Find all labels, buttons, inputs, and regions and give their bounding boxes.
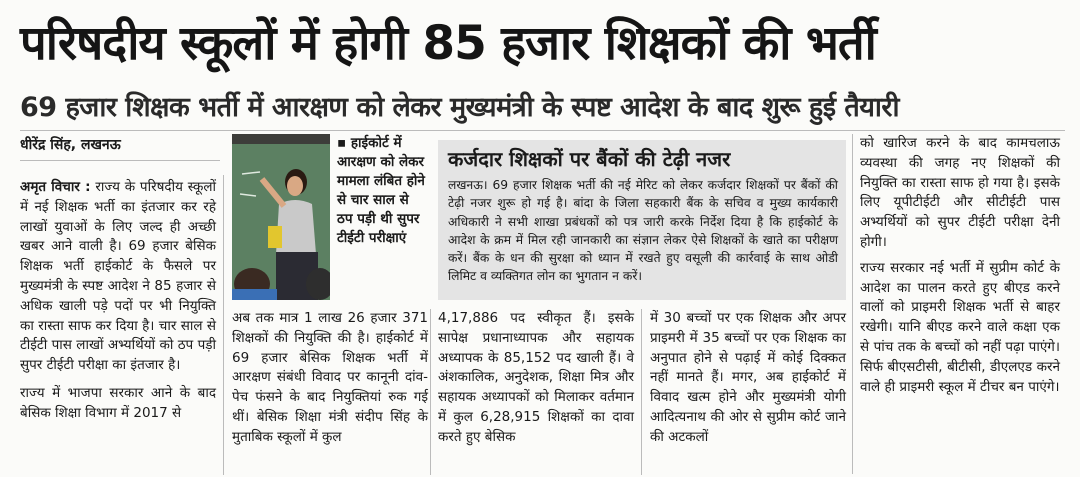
article-column-4: में 30 बच्चों पर एक शिक्षक और अपर प्राइमरी में 35 बच्चों पर एक शिक्षक का अनुपात होने से पढ़ाई में कोई दिक्कत नहीं मानते हैं। मगर, अब हाईकोर्ट में विवाद खत्म होने और मुख्यमंत्री योगी आदित्यनाथ की ओर से सुप्रीम कोर्ट जाने की अटकलों <box>650 310 846 445</box>
teacher-photo <box>232 134 330 300</box>
paragraph-col5-2: राज्य सरकार नई भर्ती में सुप्रीम कोर्ट के आदेश का पालन करते हुए बीएड करने वालों को प्राइमरी शिक्षक भर्ती से बाहर रखेगी। यानि बीएड करने वाले कक्षा एक से पांच तक के बच्चों को नहीं पढ़ा पाएंगे। सिर्फ बीएसटीसी, बीटीसी, डीएलएड करने वाले ही प्राइमरी स्कूल में टीचर बन पाएंगे। <box>860 259 1060 395</box>
subheadline: 69 हजार शिक्षक भर्ती में आरक्षण को लेकर मुख्यमंत्री के स्पष्ट आदेश के बाद शुरू हुई तैयारी <box>20 92 899 123</box>
paragraph-2: राज्य में भाजपा सरकार आने के बाद बेसिक शिक्षा विभाग में 2017 से <box>20 384 216 421</box>
paragraph-col5-1: को खारिज करने के बाद कामचलाऊ व्यवस्था की जगह नए शिक्षकों की नियुक्ति का रास्ता साफ हो गया है। इसके लिए यूपीटीईटी और सीटीईटी पास अभ्यर्थियों को सुपर टीईटी परीक्षा देनी होगी। <box>860 135 1060 250</box>
lead-label: अमृत विचार : <box>20 179 91 195</box>
article-column-1 <box>20 178 216 432</box>
byline: धीरेंद्र सिंह, लखनऊ <box>20 137 121 153</box>
sidebar-box-title: कर्जदार शिक्षकों पर बैंकों की टेढ़ी नजर <box>448 147 731 171</box>
column-divider <box>852 134 853 474</box>
column-divider <box>430 309 431 475</box>
byline-divider <box>20 160 220 161</box>
article-column-2: अब तक मात्र 1 लाख 26 हजार 371 शिक्षकों की नियुक्ति की है। हाईकोर्ट में 69 हजार बेसिक शिक्षक भर्ती में आरक्षण संबंधी विवाद पर कानूनी दांव-पेच फंसने के बाद नियुक्तियां रुक गई थीं। बेसिक शिक्षा मंत्री संदीप सिंह के मुताबिक स्कूलों में कुल <box>232 310 428 445</box>
headline: परिषदीय स्कूलों में होगी 85 हजार शिक्षकों की भर्ती <box>20 16 876 71</box>
column-divider <box>641 309 642 475</box>
sidebar-box-body: लखनऊ। 69 हजार शिक्षक भर्ती की नई मेरिट को लेकर कर्जदार शिक्षकों पर बैंकों की टेढ़ी नजर शुरू हो गई है। बांदा के जिला सहकारी बैंक के सचिव व मुख्य कार्यकारी अधिकारी ने सभी शाखा प्रबंधकों को पत्र जारी करके निर्देश दिया है कि हाईकोर्ट के आदेश के क्रम में मिल रही जानकारी का संज्ञान लेकर ऐसे शिक्षकों के खाते का परीक्षण करें। बैंक के धन की सुरक्षा को ध्यान में रखते हुए वसूली की कार्रवाई के साथ ओडी लिमिट व व्यक्तिगत लोन का भुगतान न करें। <box>448 178 838 284</box>
column-divider <box>223 175 224 475</box>
article-column-5 <box>860 134 1060 403</box>
pull-quote <box>337 134 427 248</box>
pull-quote-text: हाईकोर्ट में आरक्षण को लेकर मामला लंबित होने से चार साल से ठप पड़ी थी सुपर टीईटी परीक्षाएं <box>337 135 425 246</box>
bullet-icon: ▪ <box>337 135 347 151</box>
paragraph-1: राज्य के परिषदीय स्कूलों में नई शिक्षक भर्ती का इंतजार कर रहे लाखों युवाओं के लिए जल्द ही अच्छी खबर आने वाली है। 69 हजार बेसिक शिक्षक भर्ती हाईकोर्ट के फैसले पर मुख्यमंत्री के स्पष्ट आदेश ने 85 हजार से अधिक खाली पड़े पदों पर भी नियुक्ति का रास्ता साफ कर दिया है। चार साल से टीईटी पास लाखों अभ्यर्थियों को ठप पड़ी सुपर टीईटी परीक्षा का इंतजार है। <box>20 179 216 374</box>
article-column-3: 4,17,886 पद स्वीकृत हैं। इसके सापेक्ष प्रधानाध्यापक और सहायक अध्यापक के 85,152 पद खाली हैं। वे अंशकालिक, अनुदेशक, शिक्षा मित्र और सहायक अध्यापकों को मिलाकर वर्तमान में कुल 6,28,915 शिक्षकों का दावा करते हुए बेसिक <box>438 310 634 445</box>
header-divider <box>20 130 1065 131</box>
